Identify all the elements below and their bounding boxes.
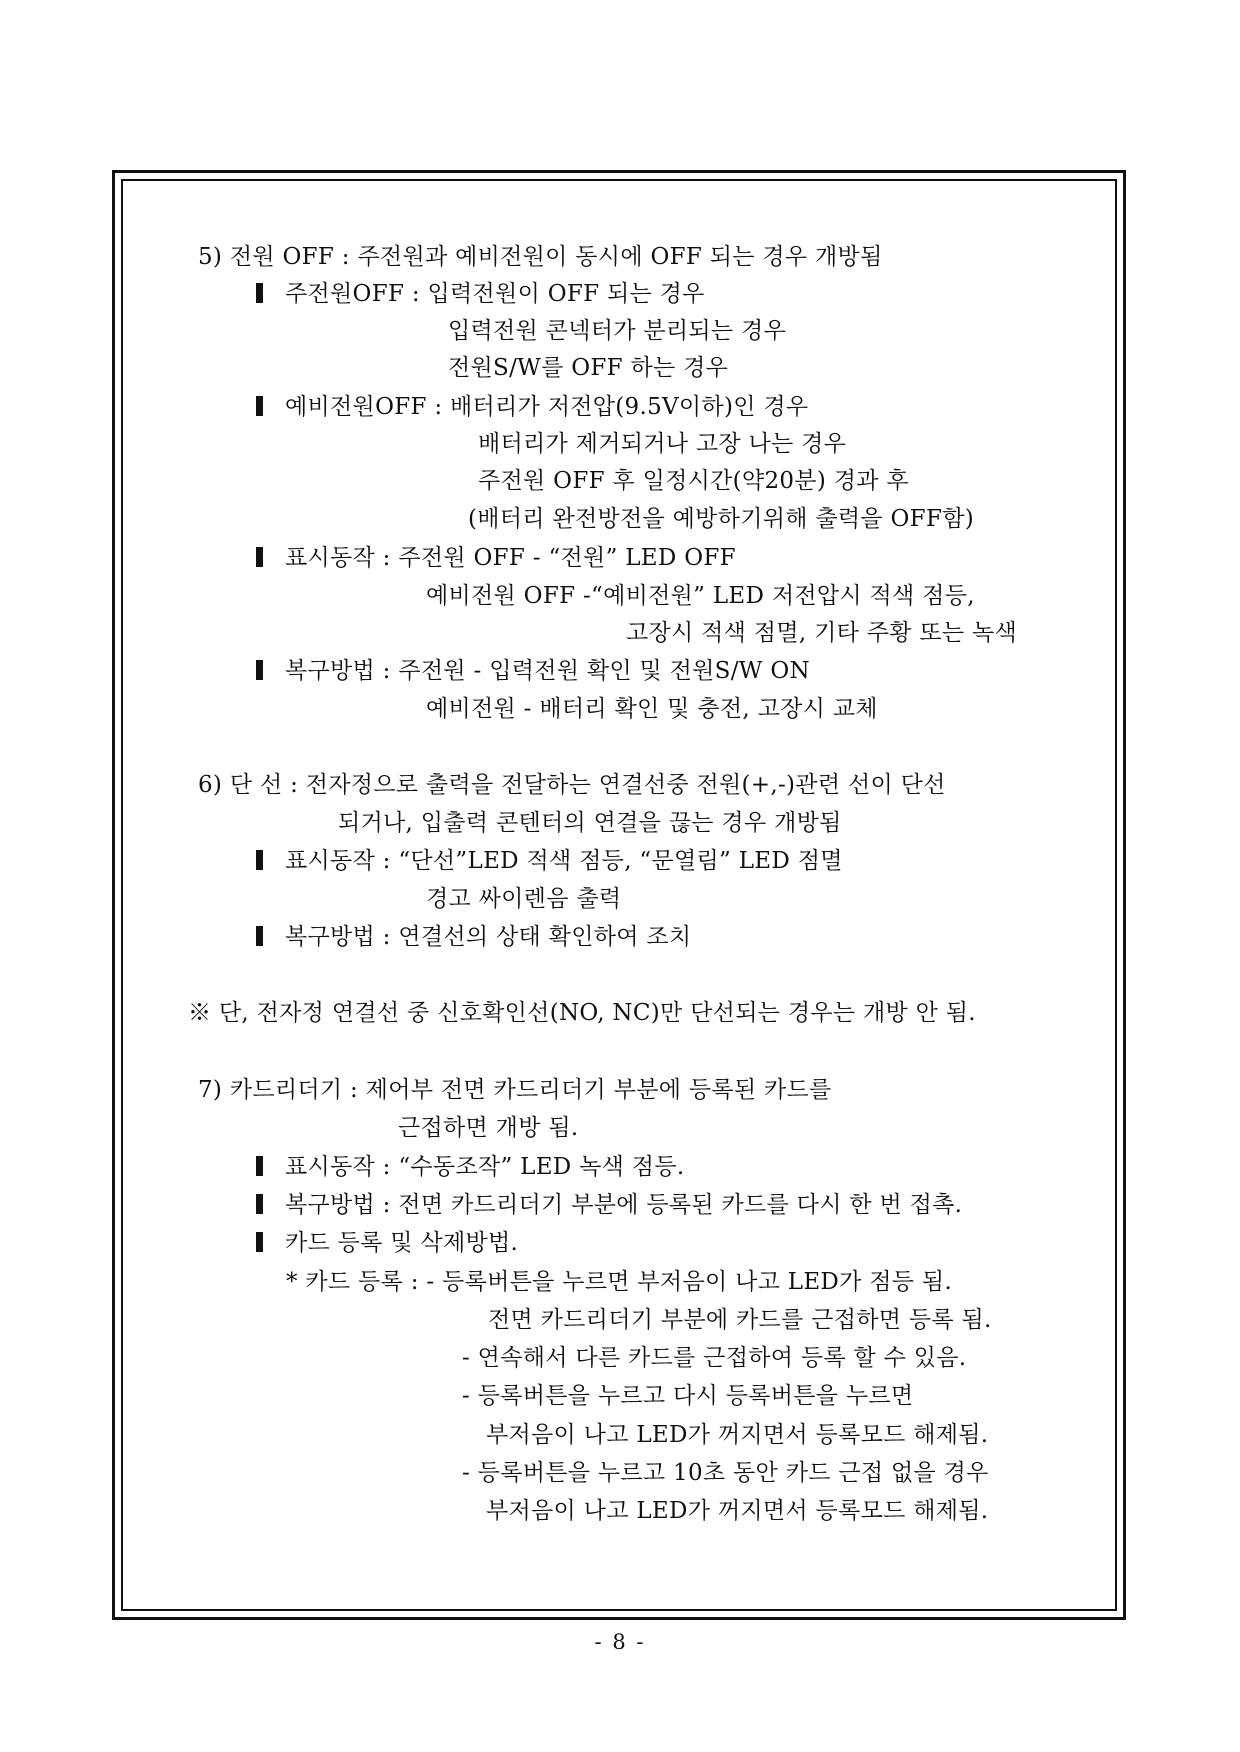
section6-recovery-item: [256, 922, 691, 952]
section5-recovery-line2: 예비전원 - 배터리 확인 및 충전, 고장시 교체: [426, 696, 878, 722]
section5-display-item: [256, 543, 736, 573]
section5-backup-off-line1: 예비전원OFF : 배터리가 저전압(9.5V이하)인 경우: [285, 394, 809, 420]
section7-register-line4: - 등록버튼을 누르고 다시 등록버튼을 누르면: [462, 1383, 914, 1409]
section5-display-line3: 고장시 적색 점멸, 기타 주황 또는 녹색: [626, 620, 1018, 646]
section7-register-line6: - 등록버튼을 누르고 10초 동안 카드 근접 없을 경우: [462, 1460, 989, 1486]
section7-register-line2: 전면 카드리더기 부분에 카드를 근접하면 등록 됨.: [488, 1307, 992, 1333]
section5-main-off-line1: 주전원OFF : 입력전원이 OFF 되는 경우: [285, 281, 705, 307]
bullet-icon: [256, 283, 263, 303]
section5-recovery-item: [256, 656, 810, 686]
section7-heading-line1: 7) 카드리더기 : 제어부 전면 카드리더기 부분에 등록된 카드를: [198, 1077, 832, 1103]
section5-backup-off-line2: 배터리가 제거되거나 고장 나는 경우: [478, 431, 847, 457]
section5-backup-off-line3: 주전원 OFF 후 일정시간(약20분) 경과 후: [478, 468, 909, 494]
page-number: - 8 -: [594, 1630, 646, 1654]
section7-register-title: 카드 등록 및 삭제방법.: [285, 1230, 519, 1256]
section5-main-off-item: [256, 279, 705, 309]
bullet-icon: [256, 926, 263, 946]
section7-recovery: 복구방법 : 전면 카드리더기 부분에 등록된 카드를 다시 한 번 접촉.: [285, 1192, 963, 1218]
bullet-icon: [256, 850, 263, 870]
section7-register-line3: - 연속해서 다른 카드를 근접하여 등록 할 수 있음.: [462, 1345, 967, 1371]
section7-heading-line2: 근접하면 개방 됨.: [398, 1115, 579, 1141]
section6-display-item: [256, 846, 843, 876]
bullet-icon: [256, 396, 263, 416]
section6-heading-line1: 6) 단 선 : 전자정으로 출력을 전달하는 연결선중 전원(+,-)관련 선이 단선: [198, 772, 946, 798]
note: ※ 단, 전자정 연결선 중 신호확인선(NO, NC)만 단선되는 경우는 개방 안 됨.: [188, 1000, 976, 1026]
section7-register-line7: 부저음이 나고 LED가 꺼지면서 등록모드 해제됨.: [486, 1498, 989, 1524]
bullet-icon: [256, 1156, 263, 1176]
section7-display-item: [256, 1152, 684, 1182]
section6-heading-line2: 되거나, 입출력 콘텐터의 연결을 끊는 경우 개방됨: [338, 810, 842, 836]
section7-register-line5: 부저음이 나고 LED가 꺼지면서 등록모드 해제됨.: [486, 1422, 989, 1448]
section5-heading: 5) 전원 OFF : 주전원과 예비전원이 동시에 OFF 되는 경우 개방됨: [198, 244, 883, 270]
section7-register-line1: * 카드 등록 : - 등록버튼을 누르면 부저음이 나고 LED가 점등 됨.: [286, 1269, 953, 1295]
section7-recovery-item: [256, 1190, 962, 1220]
section5-backup-off-item: [256, 392, 808, 422]
section6-display-line2: 경고 싸이렌음 출력: [426, 886, 622, 912]
section5-main-off-line2: 입력전원 콘넥터가 분리되는 경우: [448, 318, 787, 344]
section7-display: 표시동작 : “수동조작” LED 녹색 점등.: [285, 1154, 685, 1180]
section5-recovery-line1: 복구방법 : 주전원 - 입력전원 확인 및 전원S/W ON: [285, 658, 810, 684]
section5-main-off-line3: 전원S/W를 OFF 하는 경우: [448, 355, 729, 381]
bullet-icon: [256, 1194, 263, 1214]
section7-register-item: [256, 1228, 518, 1258]
section5-display-line2: 예비전원 OFF -“예비전원” LED 저전압시 적색 점등,: [426, 583, 975, 609]
section5-backup-off-line4: (배터리 완전방전을 예방하기위해 출력을 OFF함): [468, 506, 974, 532]
section6-recovery: 복구방법 : 연결선의 상태 확인하여 조치: [285, 924, 692, 950]
bullet-icon: [256, 547, 263, 567]
section6-display-line1: 표시동작 : “단선”LED 적색 점등, “문열림” LED 점멸: [285, 848, 843, 874]
bullet-icon: [256, 660, 263, 680]
section5-display-line1: 표시동작 : 주전원 OFF - “전원” LED OFF: [285, 545, 736, 571]
bullet-icon: [256, 1232, 263, 1252]
